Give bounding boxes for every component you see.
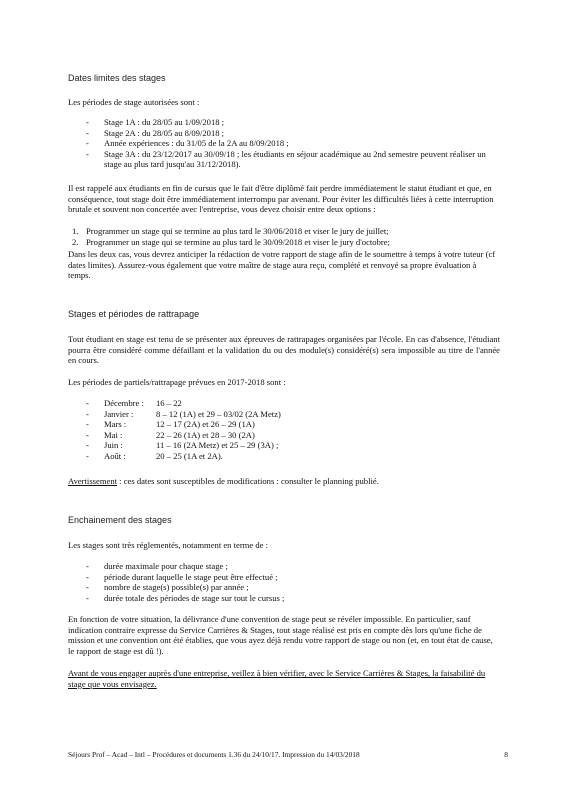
schedule-list [86, 398, 498, 462]
list-item: - Décembre : 16 – 22 [86, 398, 498, 409]
footer-text: Séjours Prof – Acad – Intl – Procédures et documents 1.36 du 24/10/17. Impression du 14/03/2018 [68, 750, 360, 759]
section2-intro: Les périodes de partiels/rattrapage prévues en 2017-2018 sont : [68, 377, 286, 387]
page-number: 8 [504, 750, 508, 759]
list-item: - Mai : 22 – 26 (1A) et 28 – 30 (2A) [86, 430, 498, 441]
section1-intro: Les périodes de stage autorisées sont : [68, 97, 200, 107]
list-item: - période durant laquelle le stage peut être effectué ; [86, 572, 498, 583]
section1-paragraph-2: Dans les deux cas, vous devrez anticiper la rédaction de votre rapport de stage afin de le soumettre à temps à votre tuteur (cf dates limites). Assurez-vous également que votre maître de stage aura reçu, complété et renvoyé sa propre évaluation à temps. [68, 249, 496, 281]
list-item: - nombre de stage(s) possible(s) par année ; [86, 582, 498, 593]
list-item: - Juin : 11 – 16 (2A Metz) et 25 – 29 (3A) ; [86, 440, 498, 451]
section1-paragraph: Il est rappelé aux étudiants en fin de cursus que le fait d'être diplômé fait perdre immédiatement le statut étudiant et que, en conséquence, tout stage doit être immédiatement interrompu par avenant. Pour éviter les difficultés liées à cette interruption brutale et souvent non concertée avec l'entreprise, vous devez choisir entre deux options : [68, 183, 494, 215]
warning-text: : ces dates sont susceptibles de modifications : consulter le planning publié. [117, 476, 379, 486]
page-footer [68, 750, 508, 759]
warning-line [68, 476, 500, 487]
list-item: 1. Programmer un stage qui se termine au plus tard le 30/06/2018 et viser le jury de juillet; [72, 226, 389, 236]
list-item: - Stage 3A : du 23/12/2017 au 30/09/18 ; les étudiants en séjour académique au 2nd semestre peuvent réaliser un stage au plus tard jusqu'au 31/12/2018). [86, 149, 498, 170]
list-item: - Août : 20 – 25 (1A et 2A). [86, 451, 498, 462]
list-item: 2. Programmer un stage qui se termine au plus tard le 30/09/2018 et viser le jury d'octobre; [72, 236, 390, 247]
options-list [72, 226, 500, 247]
list-item: - Année expériences : du 31/05 de la 2A au 8/09/2018 ; [86, 138, 498, 149]
section-title-enchainement: Enchainement des stages [68, 515, 172, 525]
section3-intro: Les stages sont très réglementés, notamment en terme de : [68, 540, 268, 550]
list-item: - Mars : 12 – 17 (2A) et 26 – 29 (1A) [86, 419, 498, 430]
warning-label: Avertissement [68, 476, 118, 486]
list-item: - durée totale des périodes de stage sur tout le cursus ; [86, 593, 498, 604]
list-item: - Janvier : 8 – 12 (1A) et 29 – 03/02 (2A Metz) [86, 409, 498, 420]
list-item: - durée maximale pour chaque stage ; [86, 561, 498, 572]
stage-periods-list [86, 117, 498, 170]
section2-paragraph: Tout étudiant en stage est tenu de se présenter aux épreuves de rattrapages organisées par l'école. En cas d'absence, l'étudiant pourra être considéré comme défaillant et la validation du ou des module(s) considéré(s) sera impossible au titre de l'année en cours. [68, 334, 500, 366]
regulation-list [86, 561, 498, 603]
list-item: - Stage 1A : du 28/05 au 1/09/2018 ; [86, 117, 498, 128]
section3-note: Avant de vous engager auprès d'une entreprise, veillez à bien vérifier, avec le Service Carrières & Stages, la faisabilité du stage que vous envisagez. [68, 668, 486, 689]
section-title-dates-limites: Dates limites des stages [68, 73, 166, 83]
section3-paragraph: En fonction de votre situation, la délivrance d'une convention de stage peut se révéler impossible. En particulier, sauf indication contraire expresse du Service Carrières & Stages, tout stage réalisé est pris en compte dès lors qu'une fiche de mission et une convention ont été établies, que vous ayez déjà rendu votre rapport de stage ou non (et, en tout état de cause, le rapport de stage est dû !). [68, 614, 493, 656]
list-item: - Stage 2A : du 28/05 au 8/09/2018 ; [86, 128, 498, 139]
section-title-rattrapage: Stages et périodes de rattrapage [68, 309, 200, 319]
